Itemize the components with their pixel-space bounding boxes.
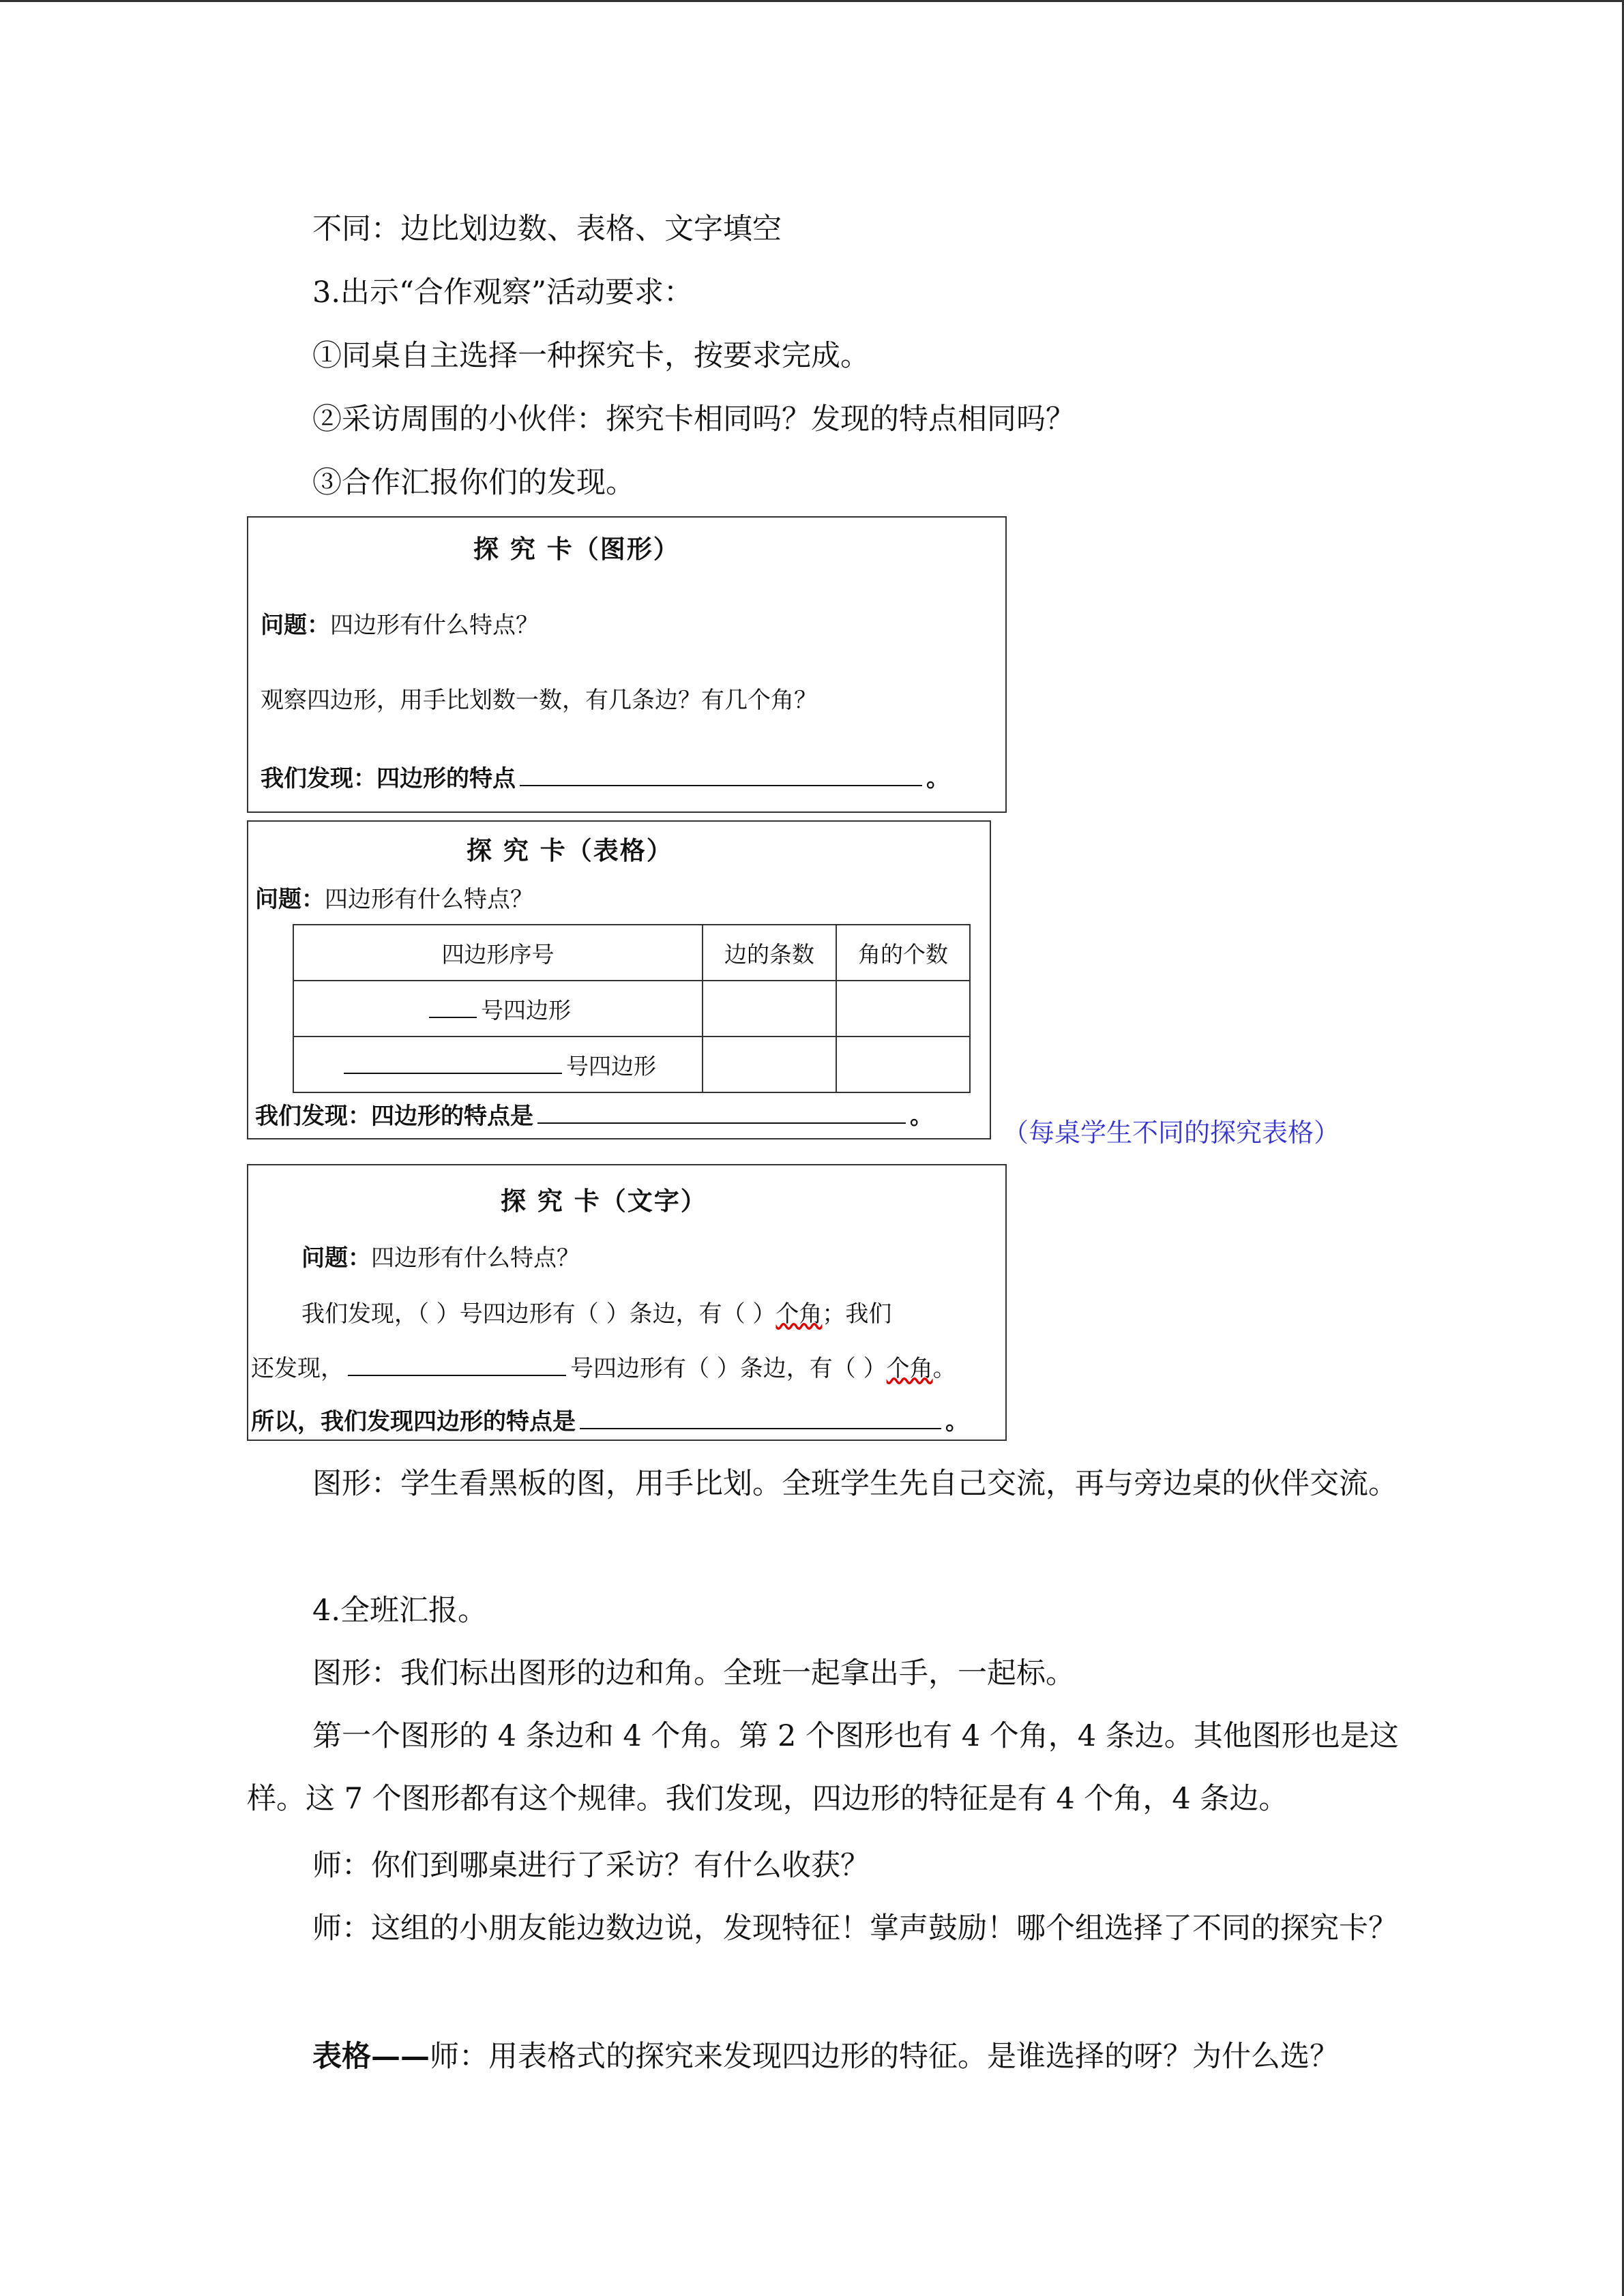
table-row — [293, 981, 970, 1037]
angle-count-cell[interactable] — [836, 981, 970, 1037]
card-instruction: 观察四边形，用手比划数一数，有几条边？有几个角？ — [261, 687, 817, 714]
card-fill-line-2 — [251, 1350, 956, 1383]
fill-text: 号四边形有（ ）条边，有（ ） — [570, 1355, 887, 1382]
shape-number-blank[interactable] — [429, 996, 477, 1018]
finding-end: 。 — [926, 765, 949, 792]
fill-text: ；我们 — [822, 1300, 892, 1328]
finding-end: 。 — [945, 1408, 969, 1435]
card-finding — [255, 1097, 933, 1131]
card-title: 探 究 卡（图形） — [473, 535, 680, 564]
card-title: 探 究 卡（表格） — [467, 836, 673, 865]
probe-card-text — [247, 1164, 1007, 1441]
text-figure-marking: 图形：我们标出图形的边和角。全班一起拿出手，一起标。 — [312, 1656, 1075, 1690]
shape-number-blank[interactable] — [344, 1052, 562, 1074]
text-report-heading: 4.全班汇报。 — [312, 1594, 488, 1628]
table-header-row — [293, 925, 970, 981]
question-text: 四边形有什么特点？ — [371, 1244, 580, 1272]
card-question — [255, 880, 533, 914]
table-row — [293, 1037, 970, 1092]
probe-card-table — [247, 820, 991, 1139]
card-question — [261, 606, 539, 640]
row-shape-cell — [293, 981, 703, 1037]
shape-number-blank[interactable] — [348, 1354, 566, 1376]
text-difference: 不同：边比划边数、表格、文字填空 — [312, 212, 782, 246]
text-requirement-3: ③合作汇报你们的发现。 — [312, 466, 635, 500]
header-side-count: 边的条数 — [703, 925, 836, 981]
row-label: 号四边形 — [566, 1052, 656, 1079]
side-count-cell[interactable] — [703, 981, 836, 1037]
text-teacher-question: 师：你们到哪桌进行了采访？有什么收获？ — [312, 1849, 870, 1883]
question-label: 问题： — [255, 886, 325, 913]
fill-text: 还发现， — [251, 1355, 344, 1382]
card-title: 探 究 卡（文字） — [501, 1187, 707, 1216]
fill-text: 个角 — [886, 1355, 933, 1382]
question-text: 四边形有什么特点？ — [325, 886, 533, 913]
teacher-note: （每桌学生不同的探究表格） — [1003, 1118, 1340, 1148]
card-fill-line-1 — [301, 1295, 891, 1328]
row-label: 号四边形 — [481, 996, 571, 1024]
table-discussion-text: 师：用表格式的探究来发现四边形的特征。是谁选择的呀？为什么选？ — [430, 2040, 1339, 2074]
question-text: 四边形有什么特点？ — [330, 612, 539, 639]
text-table-discussion — [312, 2025, 1339, 2088]
text-activity-heading: 3.出示“合作观察”活动要求： — [312, 275, 693, 310]
row-shape-cell — [293, 1037, 703, 1092]
angle-count-cell[interactable] — [836, 1037, 970, 1092]
text-requirement-1: ①同桌自主选择一种探究卡，按要求完成。 — [312, 339, 870, 373]
text-requirement-2: ②采访周围的小伙伴：探究卡相同吗？发现的特点相同吗？ — [312, 402, 1075, 436]
finding-label: 我们发现：四边形的特点 — [261, 765, 516, 792]
finding-label: 所以，我们发现四边形的特点是 — [251, 1408, 576, 1435]
fill-text: 。 — [932, 1355, 956, 1382]
answer-blank[interactable] — [580, 1407, 941, 1429]
probe-table — [293, 924, 971, 1093]
table-label: 表格—— — [312, 2040, 430, 2074]
card-finding — [261, 760, 949, 793]
probe-card-figure — [247, 516, 1007, 813]
finding-end: 。 — [910, 1103, 933, 1130]
answer-blank[interactable] — [520, 764, 922, 786]
page-top-border — [0, 0, 1624, 2]
text-figure-activity: 图形：学生看黑板的图，用手比划。全班学生先自己交流，再与旁边桌的伙伴交流。 — [312, 1467, 1398, 1501]
header-shape-number: 四边形序号 — [293, 925, 703, 981]
finding-label: 我们发现：四边形的特点是 — [255, 1103, 533, 1130]
question-label: 问题： — [261, 612, 330, 639]
answer-blank[interactable] — [537, 1102, 906, 1124]
fill-text: 个角 — [776, 1300, 823, 1328]
side-count-cell[interactable] — [703, 1037, 836, 1092]
card-question — [301, 1239, 580, 1272]
card-finding — [251, 1403, 969, 1436]
question-label: 问题： — [301, 1244, 371, 1272]
text-teacher-praise: 师：这组的小朋友能边数边说，发现特征！掌声鼓励！哪个组选择了不同的探究卡？ — [312, 1911, 1398, 1945]
text-figure-result: 第一个图形的 4 条边和 4 个角。第 2 个图形也有 4 个角，4 条边。其他图形也是这样。这 7 个图形都有这个规律。我们发现，四边形的特征是有 4 个角，4 条边。 — [247, 1719, 1399, 1816]
header-angle-count: 角的个数 — [836, 925, 970, 981]
fill-text: 我们发现，（ ）号四边形有（ ）条边，有（ ） — [301, 1300, 776, 1328]
